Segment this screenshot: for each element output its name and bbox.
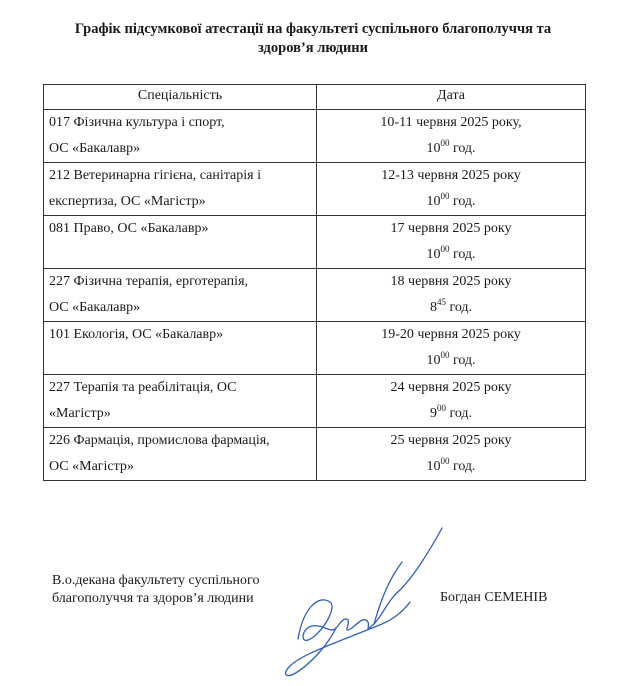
specialty-line-1: 212 Ветеринарна гігієна, санітарія і bbox=[49, 168, 261, 183]
specialty-line-1: 226 Фармація, промислова фармація, bbox=[49, 433, 270, 448]
document-title bbox=[30, 20, 596, 58]
cell-specialty bbox=[44, 428, 317, 481]
date-text: 10-11 червня 2025 року, bbox=[380, 115, 522, 130]
specialty-line-1: 227 Терапія та реабілітація, ОС bbox=[49, 380, 237, 395]
date-text: 17 червня 2025 року bbox=[390, 221, 512, 236]
table-header-row bbox=[44, 85, 586, 110]
time-hour: 10 bbox=[426, 141, 441, 156]
cell-date bbox=[317, 163, 586, 216]
cell-date bbox=[317, 428, 586, 481]
time-minutes: 00 bbox=[436, 403, 446, 413]
specialty-line-2: ОС «Магістр» bbox=[49, 459, 134, 474]
cell-specialty bbox=[44, 216, 317, 269]
time-unit: год. bbox=[449, 406, 473, 421]
time-hour: 10 bbox=[426, 247, 441, 262]
cell-specialty bbox=[44, 269, 317, 322]
position-line-1: В.о.декана факультету суспільного bbox=[52, 573, 260, 588]
time-unit: год. bbox=[449, 300, 473, 315]
time-hour: 9 bbox=[429, 406, 437, 421]
time-minutes: 00 bbox=[440, 191, 450, 201]
cell-date bbox=[317, 375, 586, 428]
cell-date bbox=[317, 269, 586, 322]
time-hour: 10 bbox=[426, 353, 441, 368]
time-unit: год. bbox=[452, 459, 476, 474]
time-minutes: 00 bbox=[440, 138, 450, 148]
title-line-2: здоров’я людини bbox=[257, 40, 369, 56]
time-minutes: 45 bbox=[436, 297, 446, 307]
cell-date bbox=[317, 110, 586, 163]
specialty-line-2: «Магістр» bbox=[49, 406, 111, 421]
specialty-line-2: експертиза, ОС «Магістр» bbox=[49, 194, 206, 209]
time-hour: 10 bbox=[426, 194, 441, 209]
time-minutes: 00 bbox=[440, 244, 450, 254]
time-text bbox=[322, 136, 580, 162]
table-row bbox=[44, 428, 586, 481]
time-text bbox=[322, 454, 580, 480]
time-text bbox=[322, 348, 580, 374]
time-unit: год. bbox=[452, 194, 476, 209]
time-text bbox=[322, 242, 580, 268]
date-text: 12-13 червня 2025 року bbox=[381, 168, 521, 183]
specialty-line-1: 227 Фізична терапія, ерготерапія, bbox=[49, 274, 249, 289]
cell-specialty bbox=[44, 163, 317, 216]
cell-specialty bbox=[44, 110, 317, 163]
specialty-line-2: ОС «Бакалавр» bbox=[49, 300, 141, 315]
time-text bbox=[322, 295, 580, 321]
signature-stroke-main bbox=[298, 528, 442, 640]
specialty-line-1: 101 Екологія, ОС «Бакалавр» bbox=[49, 327, 224, 342]
time-text bbox=[322, 401, 580, 427]
signature-stroke-loop bbox=[286, 602, 410, 676]
table-row bbox=[44, 322, 586, 375]
time-text bbox=[322, 189, 580, 215]
time-minutes: 00 bbox=[440, 350, 450, 360]
cell-specialty bbox=[44, 322, 317, 375]
table-row bbox=[44, 163, 586, 216]
specialty-line-1: 017 Фізична культура і спорт, bbox=[49, 115, 225, 130]
time-hour: 8 bbox=[429, 300, 437, 315]
table-row bbox=[44, 110, 586, 163]
title-line-1: Графік підсумкової атестації на факультеті суспільного благополуччя та bbox=[74, 21, 552, 37]
signatory-position bbox=[52, 572, 259, 608]
date-text: 18 червня 2025 року bbox=[390, 274, 512, 289]
date-text: 19-20 червня 2025 року bbox=[381, 327, 521, 342]
time-hour: 10 bbox=[426, 459, 441, 474]
date-text: 24 червня 2025 року bbox=[390, 380, 512, 395]
date-text: 25 червня 2025 року bbox=[390, 433, 512, 448]
time-unit: год. bbox=[452, 353, 476, 368]
specialty-line-1: 081 Право, ОС «Бакалавр» bbox=[49, 221, 209, 236]
cell-date bbox=[317, 322, 586, 375]
schedule-table bbox=[43, 84, 586, 481]
table-row bbox=[44, 216, 586, 269]
table-row bbox=[44, 269, 586, 322]
handwritten-signature bbox=[278, 524, 453, 684]
header-specialty: Спеціальність bbox=[44, 85, 317, 110]
signatory-name: Богдан СЕМЕНІВ bbox=[440, 590, 548, 605]
time-unit: год. bbox=[452, 247, 476, 262]
time-unit: год. bbox=[452, 141, 476, 156]
cell-specialty bbox=[44, 375, 317, 428]
position-line-2: благополуччя та здоров’я людини bbox=[52, 591, 254, 606]
time-minutes: 00 bbox=[440, 456, 450, 466]
header-date: Дата bbox=[317, 85, 586, 110]
specialty-line-2: ОС «Бакалавр» bbox=[49, 141, 141, 156]
table-row bbox=[44, 375, 586, 428]
cell-date bbox=[317, 216, 586, 269]
